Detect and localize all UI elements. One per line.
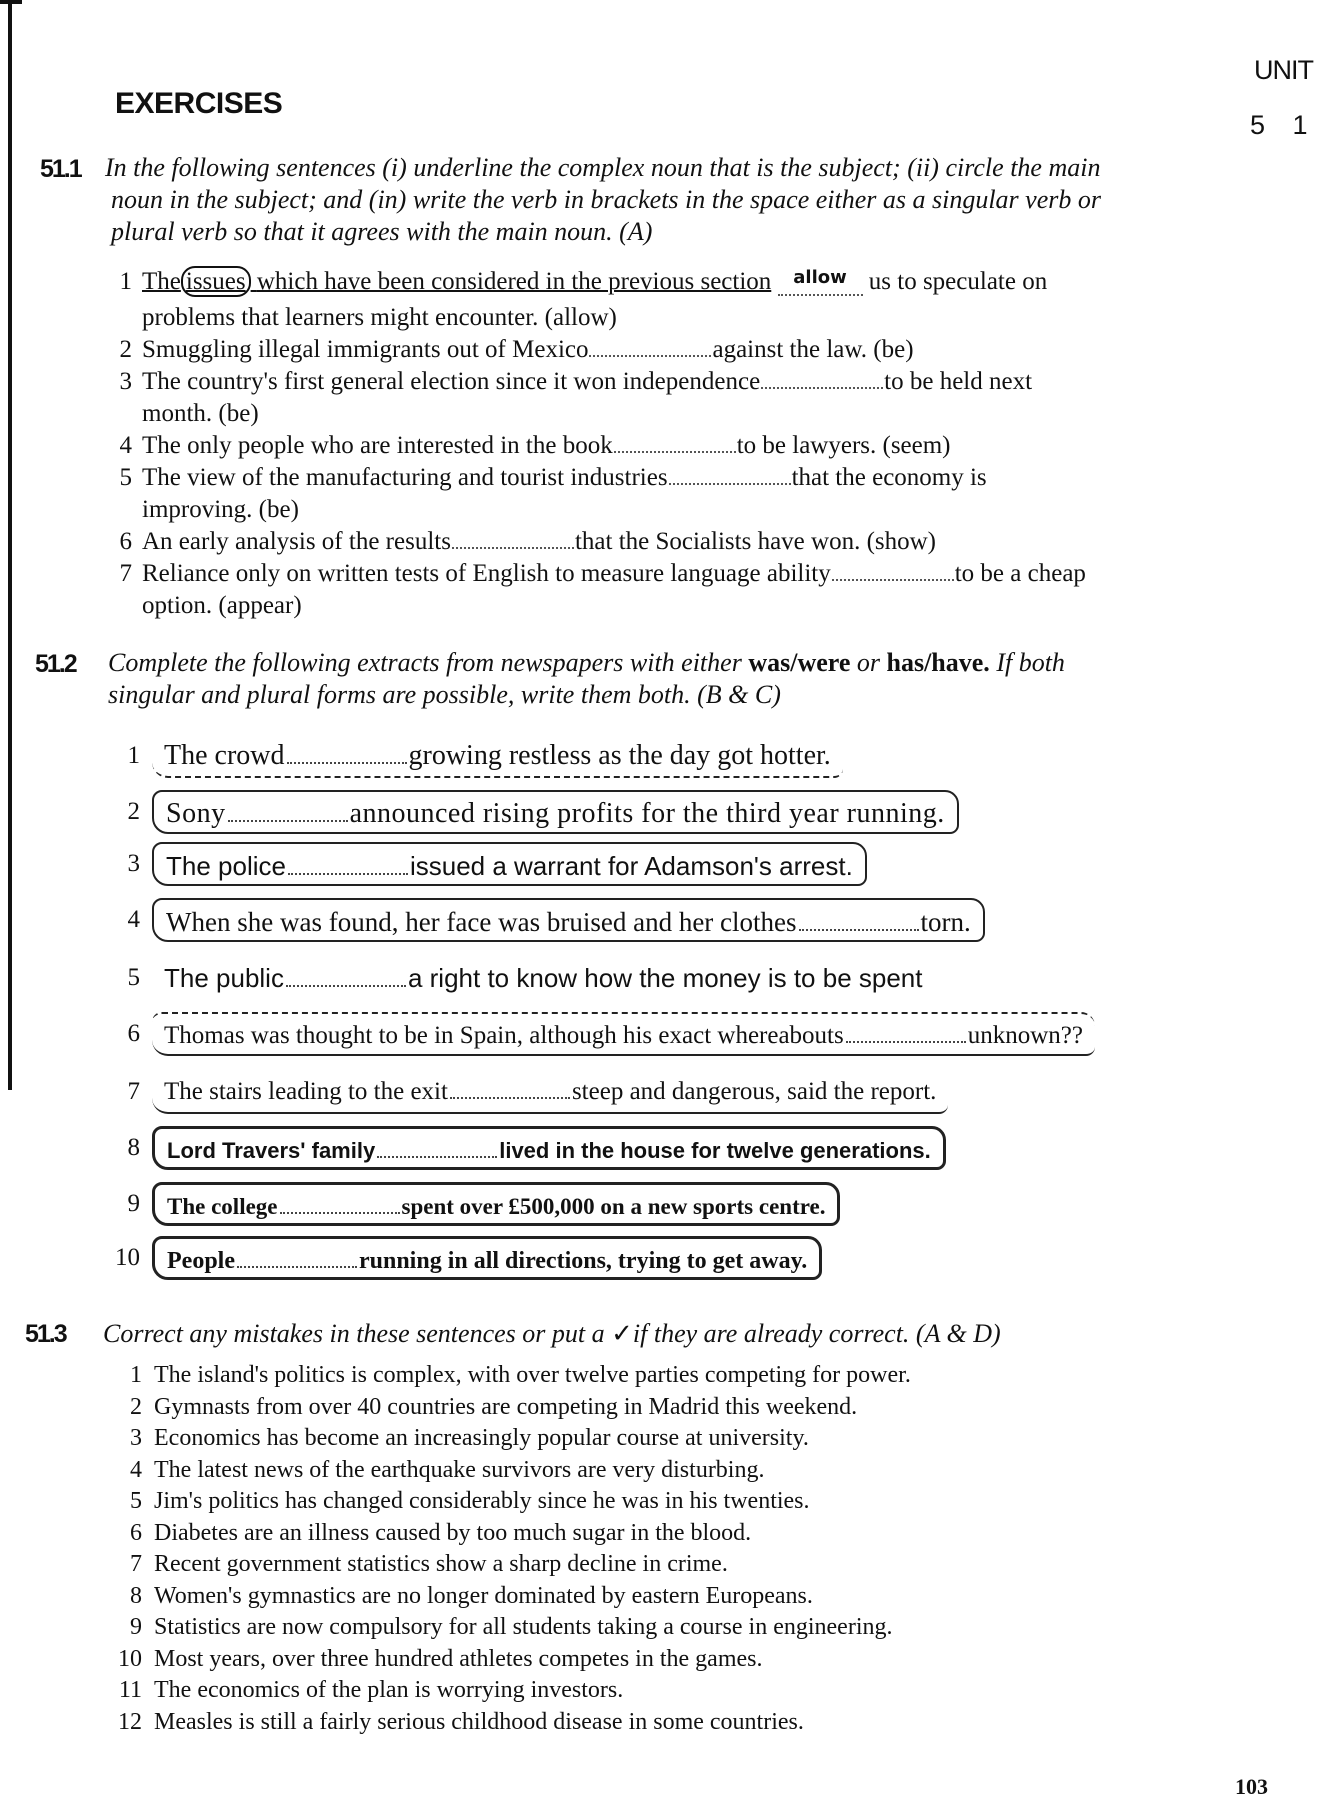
sentence: The latest news of the earthquake survivors are very disturbing.: [154, 1456, 765, 1483]
extract-start: Lord Travers' family: [167, 1138, 376, 1163]
item-number: 6: [119, 528, 132, 555]
sentence-end: against the law. (be): [712, 336, 914, 363]
extract-start: The college: [167, 1194, 278, 1219]
exercise-51-2-instruction-line1: [108, 647, 1065, 679]
unit-label: UNIT: [1254, 55, 1313, 85]
circled-main-noun: issues: [181, 266, 251, 297]
list-item: [110, 1486, 1230, 1518]
instruction-text: If both: [989, 648, 1065, 677]
exercise-number-51-3: 51.3: [25, 1320, 66, 1348]
extract-start: The stairs leading to the exit: [164, 1078, 448, 1105]
instruction-keyword-was-were: was/were: [748, 648, 851, 677]
sentence: Recent government statistics show a sharp decline in crime.: [154, 1551, 728, 1577]
sentence: Jim's politics has changed considerably since he was in his twenties.: [154, 1488, 810, 1514]
exercise-51-1-instruction-line1: In the following sentences (i) underline the complex noun that is the subject; (ii) circle the main: [105, 153, 1101, 182]
item-number: 2: [127, 798, 140, 825]
item-number: 10: [118, 1645, 142, 1672]
extract-end: unknown??: [967, 1022, 1083, 1049]
item-number: 6: [130, 1519, 142, 1546]
newspaper-clipping: [152, 1126, 946, 1170]
underlined-subject: [142, 266, 771, 297]
item-number: 9: [127, 1190, 140, 1217]
extract-end: issued a warrant for Adamson's arrest.: [409, 851, 853, 881]
newspaper-extract: [110, 1012, 1280, 1058]
sentence-end: that the Socialists have won. (show): [574, 528, 937, 555]
answer-blank[interactable]: [589, 337, 711, 357]
list-item: [110, 1455, 1230, 1487]
list-item: [112, 526, 1222, 558]
item-number: 3: [130, 1425, 142, 1451]
answer-blank[interactable]: [377, 1136, 497, 1158]
tick-icon: ✓: [611, 1319, 633, 1349]
list-item: [112, 266, 1222, 334]
sentence: Gymnasts from over 40 countries are competing in Madrid this weekend.: [154, 1393, 858, 1420]
list-item: [112, 462, 1222, 526]
newspaper-clipping: [152, 734, 843, 778]
item-number: 1: [119, 268, 132, 295]
answer-blank[interactable]: [228, 800, 348, 822]
newspaper-extract: [110, 898, 1280, 944]
item-number: 5: [119, 464, 132, 491]
item-number: 4: [130, 1456, 142, 1483]
sentence: Women's gymnastics are no longer dominated by eastern Europeans.: [154, 1582, 813, 1609]
extract-end: spent over £500,000 on a new sports centre.: [401, 1194, 826, 1219]
sentence: Measles is still a fairly serious childhood disease in some countries.: [154, 1708, 804, 1735]
item-number: 7: [127, 1078, 140, 1105]
newspaper-clipping: [152, 1236, 822, 1280]
instruction-text: or: [850, 648, 887, 677]
item-number: 4: [127, 906, 140, 933]
page-number: 103: [1235, 1774, 1268, 1799]
newspaper-clipping: [152, 1182, 840, 1226]
newspaper-clipping: [152, 842, 867, 886]
extract-start: People: [167, 1248, 235, 1274]
sentence-continuation: improving. (be): [142, 496, 299, 523]
exercise-51-3-list: [110, 1360, 1230, 1738]
sentence-start: An early analysis of the results: [142, 528, 451, 555]
answer-blank[interactable]: [237, 1246, 357, 1268]
answer-blank[interactable]: [761, 369, 883, 389]
instruction-text: if they are already correct. (A & D): [632, 1319, 1001, 1348]
extract-start: The police: [166, 851, 286, 881]
extract-end: announced rising profits for the third year running.: [349, 798, 945, 829]
sentence-end: us to speculate on: [868, 268, 1048, 295]
item-number: 6: [127, 1020, 140, 1047]
list-item: [110, 1549, 1230, 1581]
answer-blank[interactable]: [452, 529, 574, 549]
newspaper-extract: [110, 1182, 1280, 1228]
extract-end: running in all directions, trying to get away.: [358, 1248, 808, 1274]
exercise-number-51-1: 51.1: [40, 155, 81, 183]
answer-blank[interactable]: [280, 1192, 400, 1214]
sentence: The island's politics is complex, with over twelve parties competing for power.: [154, 1362, 911, 1388]
binding-edge-mark: [0, 0, 22, 14]
extract-start: Sony: [166, 798, 226, 829]
sentence-start: The only people who are interested in the book: [142, 432, 613, 459]
item-number: 1: [130, 1362, 142, 1388]
item-number: 2: [119, 336, 132, 363]
newspaper-extract: [110, 1070, 1280, 1116]
sentence: Statistics are now compulsory for all students taking a course in engineering.: [154, 1614, 893, 1640]
sentence: Economics has become an increasingly popular course at university.: [154, 1425, 809, 1451]
subject-start: The: [142, 268, 181, 295]
answer-blank[interactable]: [832, 561, 954, 581]
newspaper-extract: [110, 1236, 1280, 1282]
item-number: 1: [127, 742, 140, 769]
sentence-start: Reliance only on written tests of English to measure language ability: [142, 560, 831, 587]
extract-end: steep and dangerous, said the report.: [571, 1078, 937, 1105]
newspaper-extract: [110, 734, 1280, 780]
newspaper-clipping: [152, 956, 934, 1000]
list-item: [110, 1707, 1230, 1739]
binding-edge-line: [8, 0, 12, 1090]
item-number: 12: [118, 1708, 142, 1735]
item-number: 11: [118, 1677, 142, 1703]
item-number: 8: [127, 1134, 140, 1161]
sentence: Most years, over three hundred athletes competes in the games.: [154, 1645, 763, 1672]
sentence-end: to be lawyers. (seem): [736, 432, 951, 459]
sentence-continuation: month. (be): [142, 400, 259, 427]
sentence-continuation: option. (appear): [142, 592, 302, 619]
exercise-51-1-instruction-line3: plural verb so that it agrees with the main noun. (A): [111, 217, 653, 246]
answer-blank[interactable]: [286, 965, 406, 987]
answer-blank[interactable]: [799, 909, 919, 931]
answer-blank[interactable]: [846, 1021, 966, 1043]
item-number: 4: [119, 432, 132, 459]
extract-end: torn.: [920, 907, 971, 937]
sentence-end: to be a cheap: [954, 560, 1086, 587]
exercise-number-51-2: 51.2: [35, 650, 76, 678]
extract-end: growing restless as the day got hotter.: [408, 740, 831, 771]
newspaper-extract: [110, 1126, 1280, 1172]
list-item: [112, 558, 1222, 622]
item-number: 7: [130, 1551, 142, 1577]
list-item: [110, 1581, 1230, 1613]
exercise-51-1-list: [112, 266, 1222, 622]
list-item: [110, 1360, 1230, 1392]
item-number: 3: [119, 368, 132, 395]
list-item: [110, 1518, 1230, 1550]
newspaper-extract: [110, 790, 1280, 836]
list-item: [112, 430, 1222, 462]
item-number: 5: [130, 1488, 142, 1514]
sentence-end: to be held next: [884, 368, 1033, 395]
instruction-keyword-has-have: has/have.: [886, 648, 990, 677]
newspaper-extract: [110, 956, 1280, 1002]
item-number: 3: [127, 850, 140, 877]
item-number: 10: [115, 1244, 140, 1271]
sentence-start: The view of the manufacturing and tourist industries: [142, 464, 668, 491]
unit-number: 5 1: [1250, 110, 1318, 140]
newspaper-clipping: [152, 790, 959, 834]
list-item: [112, 366, 1222, 430]
list-item: [110, 1644, 1230, 1676]
answer-blank[interactable]: [288, 853, 408, 875]
exercise-51-3-instruction: [103, 1318, 1001, 1350]
example-answer: allow: [778, 262, 863, 296]
item-number: 5: [127, 964, 140, 991]
answer-blank[interactable]: [287, 742, 407, 764]
newspaper-clipping: [152, 898, 985, 942]
list-item: [110, 1423, 1230, 1455]
sentence-continuation: problems that learners might encounter. (allow): [142, 304, 617, 331]
instruction-text: Correct any mistakes in these sentences or put a: [103, 1319, 605, 1348]
extract-start: When she was found, her face was bruised and her clothes: [166, 907, 797, 937]
extract-start: The crowd: [164, 740, 285, 771]
instruction-text: Complete the following extracts from newspapers with either: [108, 648, 749, 677]
item-number: 8: [130, 1582, 142, 1609]
sentence-start: The country's first general election since it won independence: [142, 368, 761, 395]
extract-end: a right to know how the money is to be spent: [407, 963, 923, 993]
list-item: [110, 1392, 1230, 1424]
extract-start: The public: [164, 963, 284, 993]
sentence: The economics of the plan is worrying investors.: [154, 1677, 624, 1703]
item-number: 2: [130, 1393, 142, 1420]
answer-blank[interactable]: [450, 1077, 570, 1099]
list-item: [112, 334, 1222, 366]
answer-blank[interactable]: [669, 465, 791, 485]
list-item: [110, 1675, 1230, 1707]
extract-start: Thomas was thought to be in Spain, although his exact whereabouts: [164, 1022, 844, 1049]
sentence-end: that the economy is: [791, 464, 987, 491]
newspaper-clipping: [152, 1070, 948, 1114]
subject-rest: which have been considered in the previous section: [256, 268, 772, 295]
newspaper-clipping: [152, 1012, 1095, 1056]
item-number: 7: [119, 560, 132, 587]
extract-end: lived in the house for twelve generations.: [499, 1138, 931, 1163]
item-number: 9: [130, 1614, 142, 1640]
exercise-51-2-instruction-line2: singular and plural forms are possible, write them both. (B & C): [108, 680, 781, 709]
page-title: EXERCISES: [115, 87, 283, 120]
list-item: [110, 1612, 1230, 1644]
sentence-start: Smuggling illegal immigrants out of Mexico: [142, 336, 589, 363]
sentence: Diabetes are an illness caused by too much sugar in the blood.: [154, 1519, 752, 1546]
answer-blank[interactable]: [614, 433, 736, 453]
newspaper-extract: [110, 842, 1280, 888]
exercise-51-1-instruction-line2: noun in the subject; and (in) write the verb in brackets in the space either as a singular verb or: [111, 185, 1101, 214]
